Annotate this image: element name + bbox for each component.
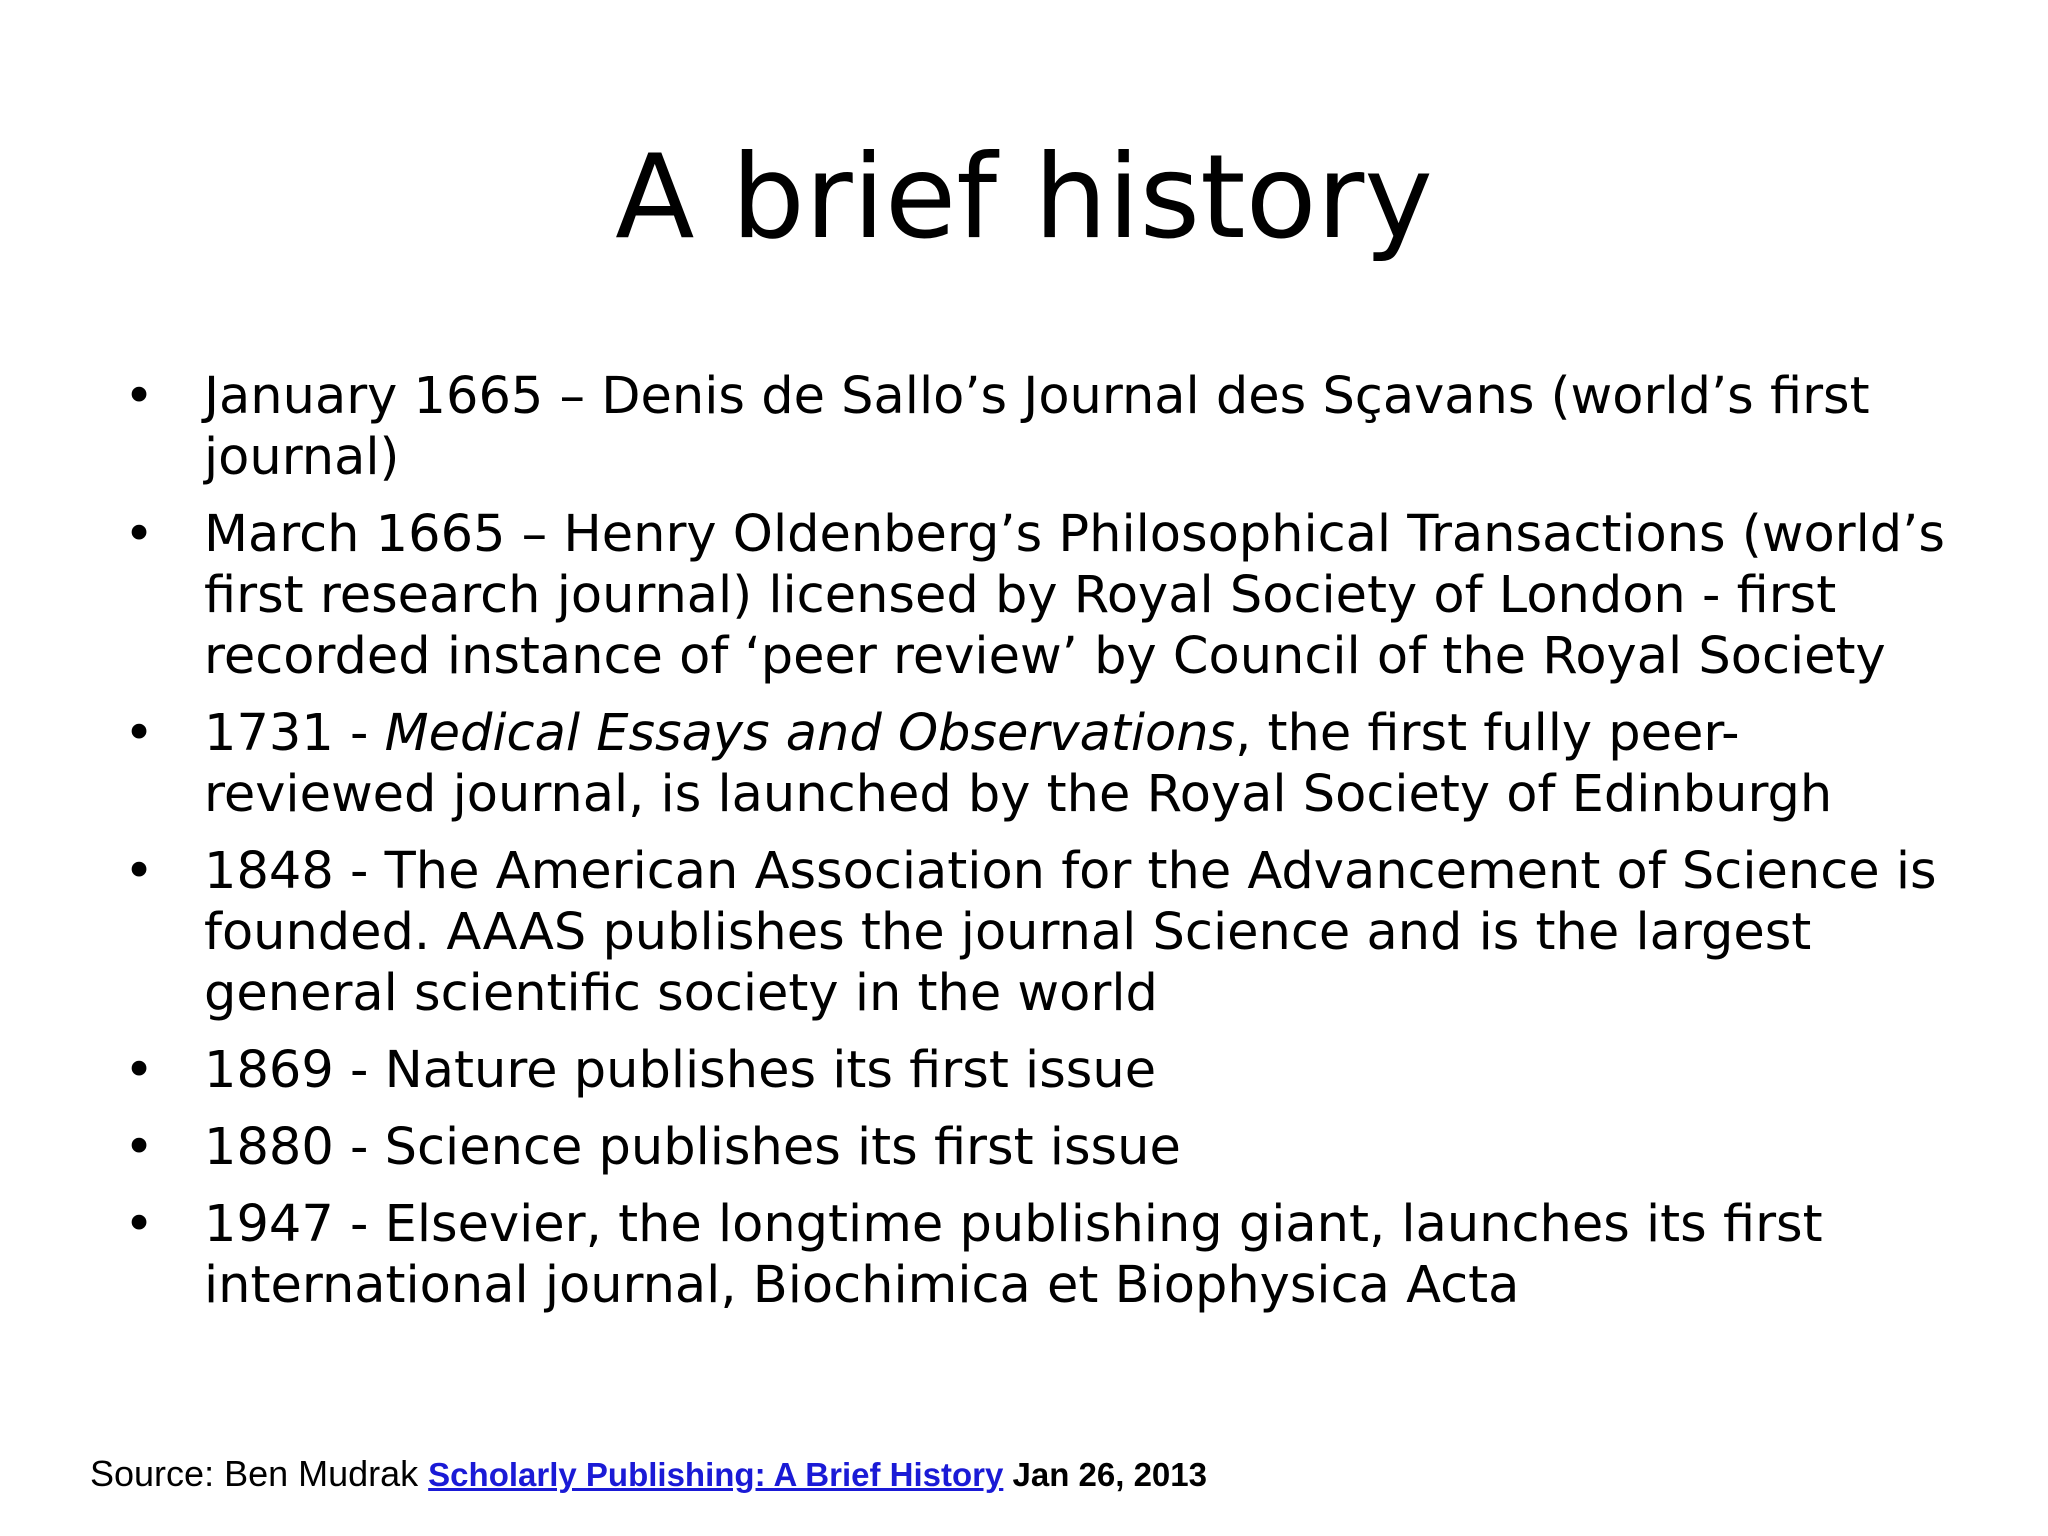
slide-title: A brief history: [615, 130, 1433, 265]
source-label: Source: Ben Mudrak: [90, 1453, 429, 1494]
bullet-marker: •: [124, 704, 155, 763]
source-date: Jan 26, 2013: [1003, 1456, 1207, 1493]
bullet-item-1880-science: [118, 1117, 1958, 1178]
bullet-marker: •: [124, 1041, 155, 1100]
bullet-marker: •: [124, 1195, 155, 1254]
bullet-marker: •: [124, 1118, 155, 1177]
bullet-marker: •: [124, 367, 155, 426]
bullet-item-1665-philosophical-transactions: [118, 504, 1958, 687]
source-link[interactable]: Scholarly Publishing: A Brief History: [428, 1456, 1004, 1493]
bullet-text: 1848 - The American Association for the Advancement of Science is founded. AAAS publishes the journal Science and is the largest general scientific society in the world: [204, 842, 1937, 1023]
source-citation: [90, 1452, 1207, 1497]
bullet-text: 1947 - Elsevier, the longtime publishing giant, launches its first international journal, Biochimica et Biophysica Acta: [204, 1195, 1823, 1315]
bullet-text: March 1665 – Henry Oldenberg’s Philosophical Transactions (world’s first research journal) licensed by Royal Society of London - first recorded instance of ‘peer review’ by Council of the Royal Society: [204, 505, 1945, 686]
bullet-text-prefix: 1731 -: [204, 704, 385, 763]
bullet-text: January 1665 – Denis de Sallo’s Journal des Sçavans (world’s first journal): [204, 367, 1870, 487]
bullet-item-1731-medical-essays: [118, 703, 1958, 825]
bullet-marker: •: [124, 505, 155, 564]
bullet-item-1848-aaas: [118, 841, 1958, 1024]
bullet-list: [118, 366, 1958, 1332]
bullet-text: 1880 - Science publishes its first issue: [204, 1118, 1181, 1177]
bullet-item-1869-nature: [118, 1040, 1958, 1101]
bullet-text-suffix: , the first fully peer-reviewed journal, is launched by the Royal Society of Edinburgh: [204, 704, 1833, 824]
bullet-item-1665-journal-des-scavans: [118, 366, 1958, 488]
bullet-text: 1869 - Nature publishes its first issue: [204, 1041, 1157, 1100]
journal-title-italic: Medical Essays and Observations: [384, 704, 1236, 763]
bullet-item-1947-elsevier: [118, 1194, 1958, 1316]
bullet-marker: •: [124, 842, 155, 901]
